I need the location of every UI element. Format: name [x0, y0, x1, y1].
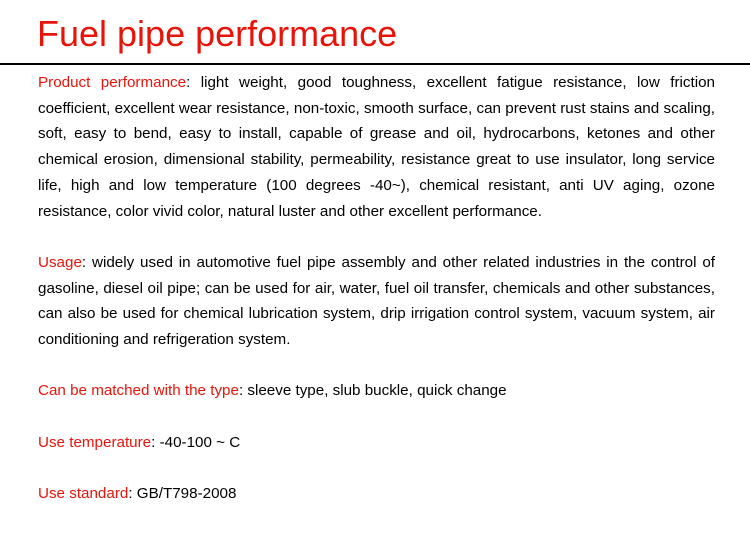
section-label: Can be matched with the type — [38, 382, 239, 400]
section-label: Use standard — [38, 485, 129, 503]
title-divider — [0, 63, 750, 65]
section-text: : GB/T798-2008 — [128, 485, 237, 503]
section-use-temperature — [38, 430, 715, 456]
section-use-standard — [38, 481, 715, 507]
section-text: : light weight, good toughness, excellent fatigue resistance, low friction coefficient, excellent wear resistance, non-toxic, smooth surface, can prevent rust stains and scaling, soft, easy to bend, easy to install, capable of grease and oil, hydrocarbons, ketones and other chemical erosion, dimensional stability, permeability, resistance great to use insulator, long service life, high and low temperature (100 degrees -40~), chemical resistant, anti UV aging, ozone resistance, color vivid color, natural luster and other excellent performance. — [38, 74, 715, 220]
section-label: Usage — [38, 253, 82, 271]
section-usage — [38, 250, 715, 353]
section-text: : widely used in automotive fuel pipe assembly and other related industries in the control of gasoline, diesel oil pipe; can be used for air, water, fuel oil transfer, chemicals and other substances, can also be used for chemical lubrication system, drip irrigation control system, vacuum system, air conditioning and refrigeration system. — [38, 253, 715, 349]
section-label: Product performance — [38, 74, 187, 91]
page-title: Fuel pipe performance — [37, 13, 398, 54]
section-matched-type — [38, 378, 715, 404]
section-text: : sleeve type, slub buckle, quick change — [238, 382, 507, 400]
section-text: : -40-100 ~ C — [151, 433, 241, 451]
section-label: Use temperature — [38, 433, 152, 451]
content-body — [38, 70, 715, 507]
section-product-performance — [38, 70, 715, 224]
